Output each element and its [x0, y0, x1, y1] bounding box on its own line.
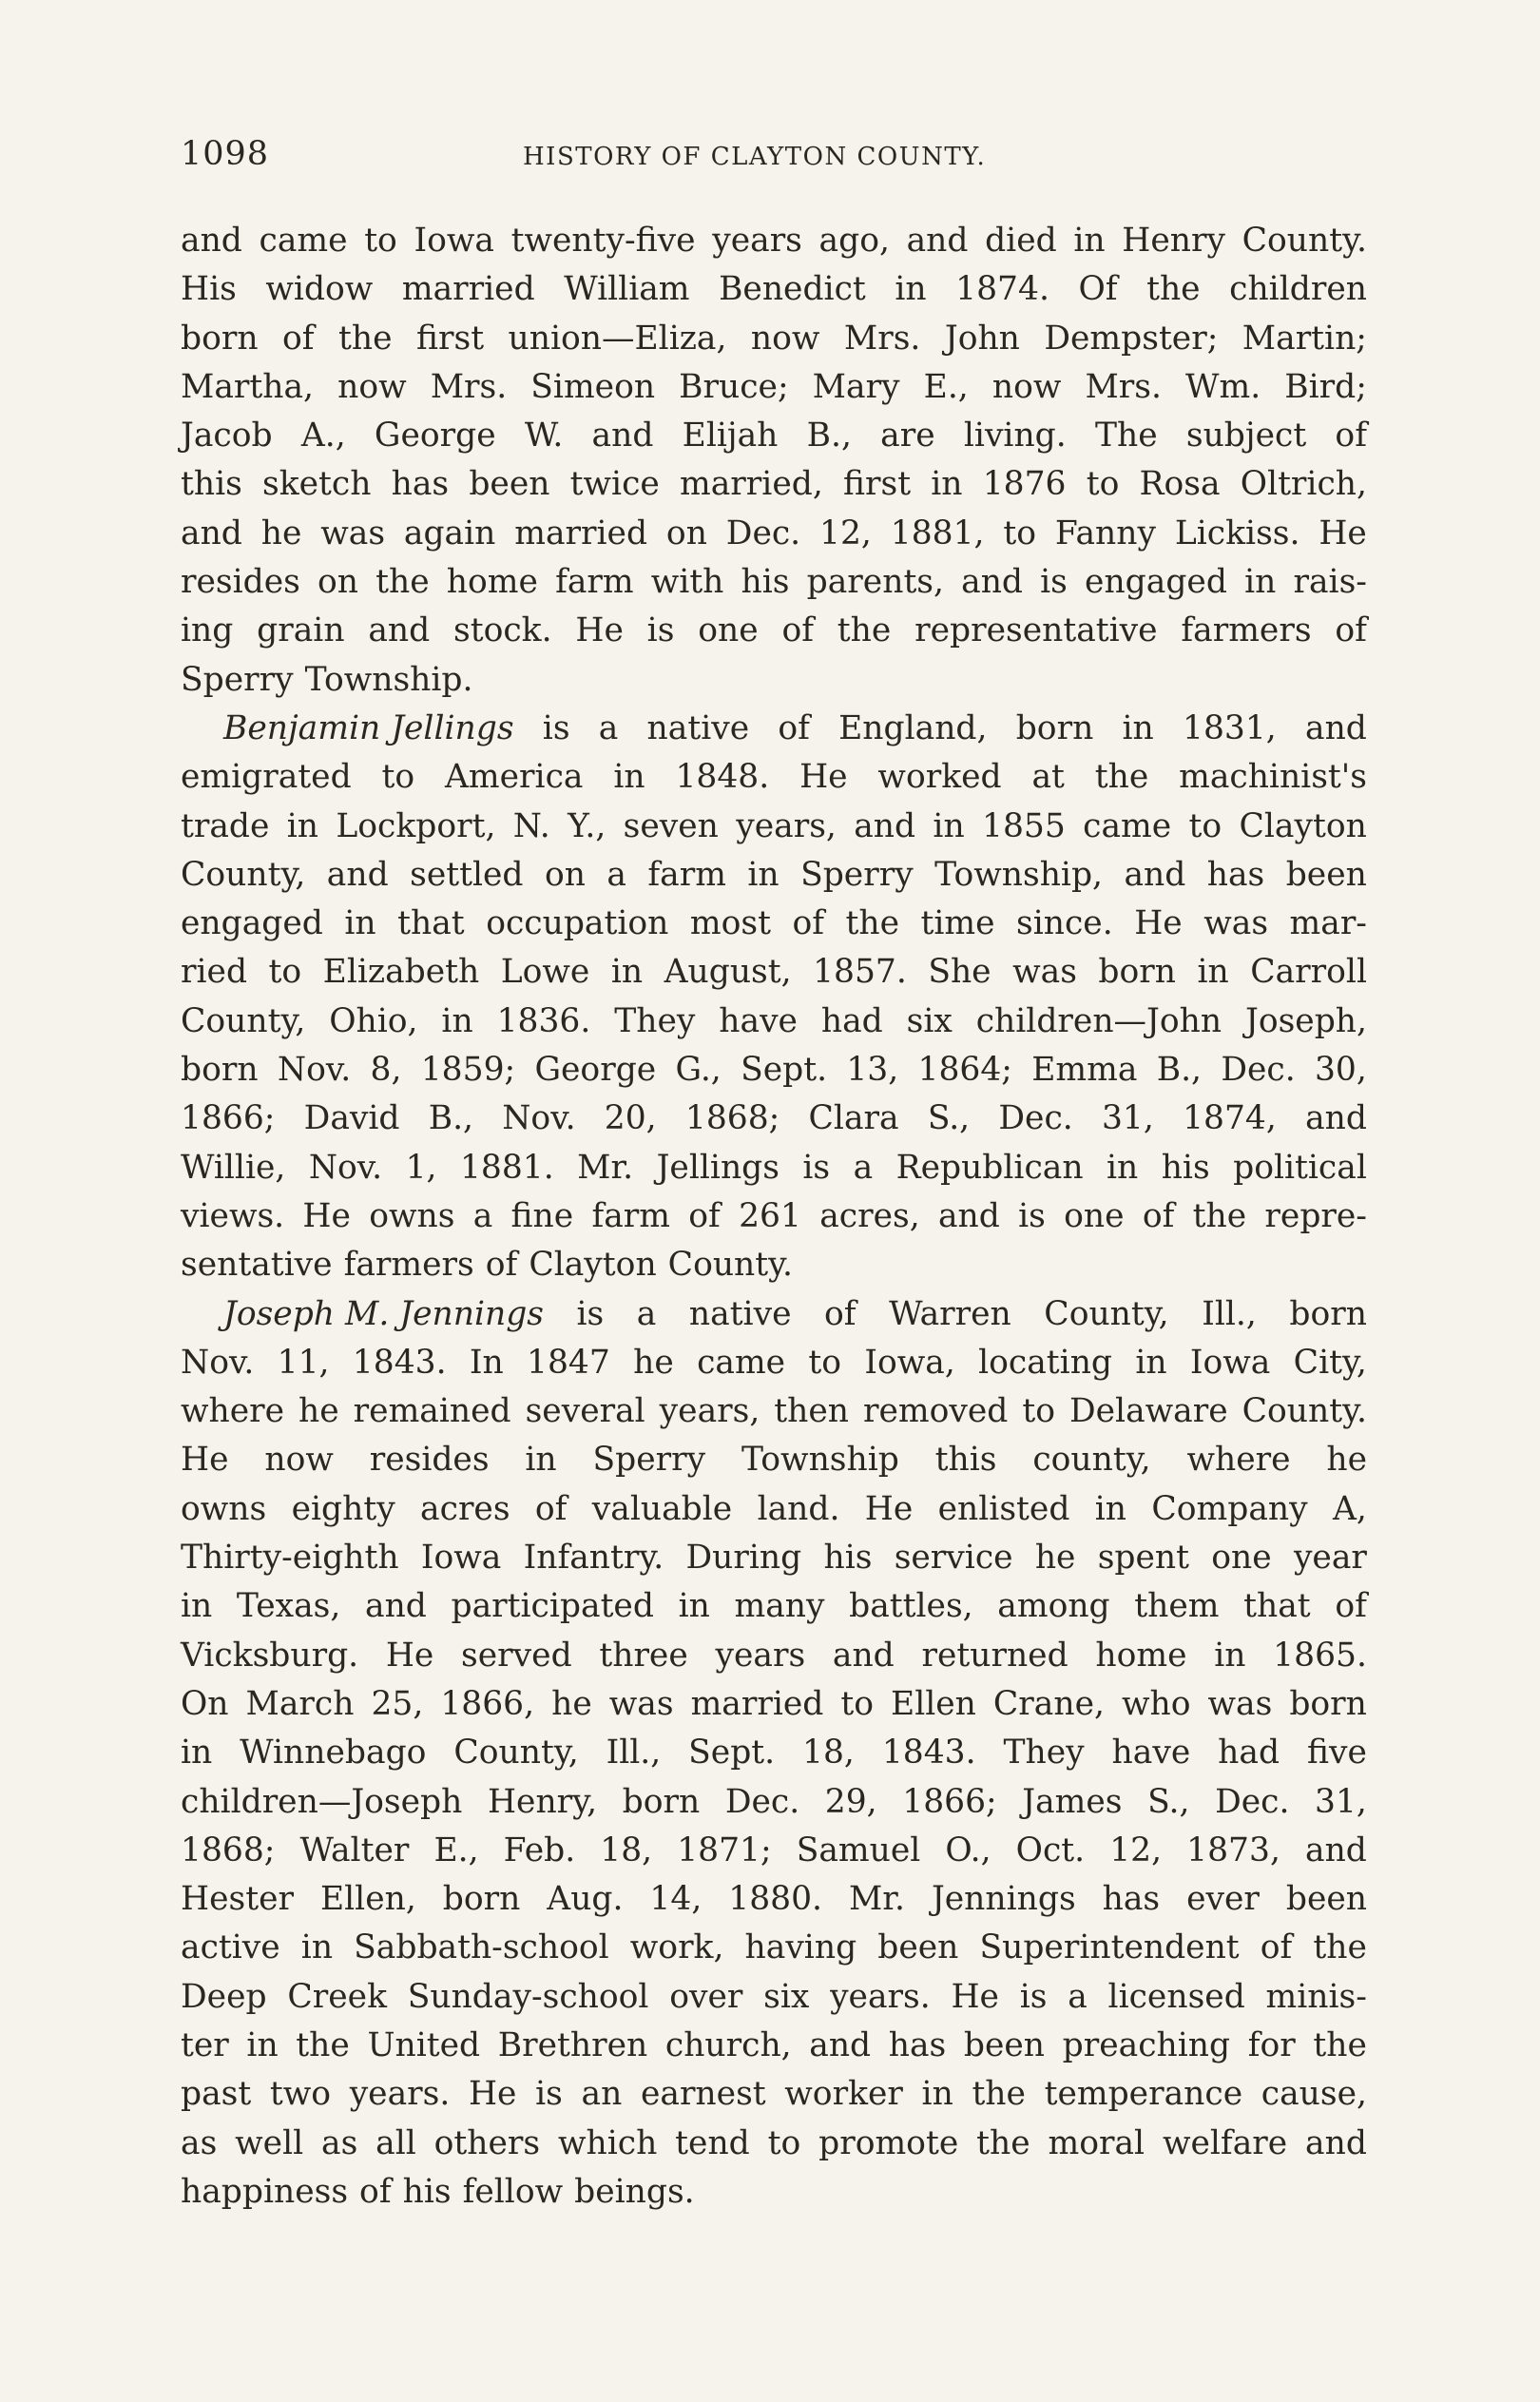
text-line: Thirty-eighth Iowa Infantry. During his service he spent one year	[181, 1539, 1367, 1578]
text-line: Joseph M. Jennings is a native of Warren County, Ill., born	[181, 1290, 1367, 1339]
text-line: children—Joseph Henry, born Dec. 29, 1866; James S., Dec. 31,	[181, 1782, 1367, 1821]
text-line: Benjamin Jellings is a native of England, born in 1831, and	[181, 705, 1367, 753]
text-line: Deep Creek Sunday-school over six years. He is a licensed minis-	[181, 1977, 1367, 2016]
text-line: where he remained several years, then removed to Delaware County.	[181, 1392, 1367, 1431]
text-line: born of the first union—Eliza, now Mrs. John Dempster; Martin;	[181, 319, 1367, 358]
text-line: Sperry Township.	[181, 660, 473, 699]
subject-name: Benjamin Jellings	[223, 708, 514, 747]
page-number: 1098	[181, 135, 270, 173]
text-line: trade in Lockport, N. Y., seven years, and in 1855 came to Clayton	[181, 806, 1367, 845]
text-line: as well as all others which tend to promote the moral welfare and	[181, 2123, 1367, 2162]
text-line: Willie, Nov. 1, 1881. Mr. Jellings is a Republican in his political	[181, 1148, 1367, 1187]
running-title: HISTORY OF CLAYTON COUNTY.	[523, 143, 987, 171]
text-line: owns eighty acres of valuable land. He enlisted in Company A,	[181, 1489, 1367, 1528]
text-line: ing grain and stock. He is one of the representative farmers of	[181, 611, 1367, 650]
text-line: His widow married William Benedict in 1874. Of the children	[181, 270, 1367, 309]
subject-name: Joseph M. Jennings	[223, 1294, 544, 1333]
text-line: 1866; David B., Nov. 20, 1868; Clara S., Dec. 31, 1874, and	[181, 1099, 1367, 1138]
text-line: Martha, now Mrs. Simeon Bruce; Mary E., now Mrs. Wm. Bird;	[181, 367, 1367, 406]
text-line: active in Sabbath-school work, having been Superintendent of the	[181, 1928, 1367, 1967]
text-line: and he was again married on Dec. 12, 1881, to Fanny Lickiss. He	[181, 513, 1367, 552]
text-line: He now resides in Sperry Township this county, where he	[181, 1441, 1367, 1480]
text-line: ter in the United Brethren church, and has been preaching for the	[181, 2025, 1367, 2064]
body-text	[181, 217, 1367, 2217]
text-line: views. He owns a fine farm of 261 acres, and is one of the repre-	[181, 1196, 1367, 1235]
page-header	[181, 135, 1378, 183]
text-line: born Nov. 8, 1859; George G., Sept. 13, 1864; Emma B., Dec. 30,	[181, 1051, 1367, 1090]
text-line: and came to Iowa twenty-five years ago, and died in Henry County.	[181, 222, 1367, 260]
text-line: emigrated to America in 1848. He worked at the machinist's	[181, 758, 1367, 797]
text-line: Vicksburg. He served three years and returned home in 1865.	[181, 1636, 1367, 1675]
text-line: resides on the home farm with his parents, and is engaged in rais-	[181, 563, 1367, 602]
text-line: On March 25, 1866, he was married to Ellen Crane, who was born	[181, 1684, 1367, 1723]
text-line: in Winnebago County, Ill., Sept. 18, 1843. They have had five	[181, 1734, 1367, 1772]
text-line: engaged in that occupation most of the time since. He was mar-	[181, 904, 1367, 943]
text-line: in Texas, and participated in many battles, among them that of	[181, 1587, 1367, 1626]
text-line: Nov. 11, 1843. In 1847 he came to Iowa, locating in Iowa City,	[181, 1343, 1367, 1382]
text-line: 1868; Walter E., Feb. 18, 1871; Samuel O., Oct. 12, 1873, and	[181, 1831, 1367, 1869]
text-line: County, Ohio, in 1836. They have had six children—John Joseph,	[181, 1001, 1367, 1040]
text-line: ried to Elizabeth Lowe in August, 1857. She was born in Carroll	[181, 953, 1367, 992]
text-line: County, and settled on a farm in Sperry Township, and has been	[181, 855, 1367, 894]
text-line: Hester Ellen, born Aug. 14, 1880. Mr. Jennings has ever been	[181, 1880, 1367, 1919]
text-line: Jacob A., George W. and Elijah B., are living. The subject of	[181, 416, 1367, 455]
text-line: past two years. He is an earnest worker in the temperance cause,	[181, 2075, 1367, 2114]
text-line: sentative farmers of Clayton County.	[181, 1246, 794, 1285]
text-line: this sketch has been twice married, first in 1876 to Rosa Oltrich,	[181, 465, 1367, 504]
text-line: happiness of his fellow beings.	[181, 2172, 695, 2211]
